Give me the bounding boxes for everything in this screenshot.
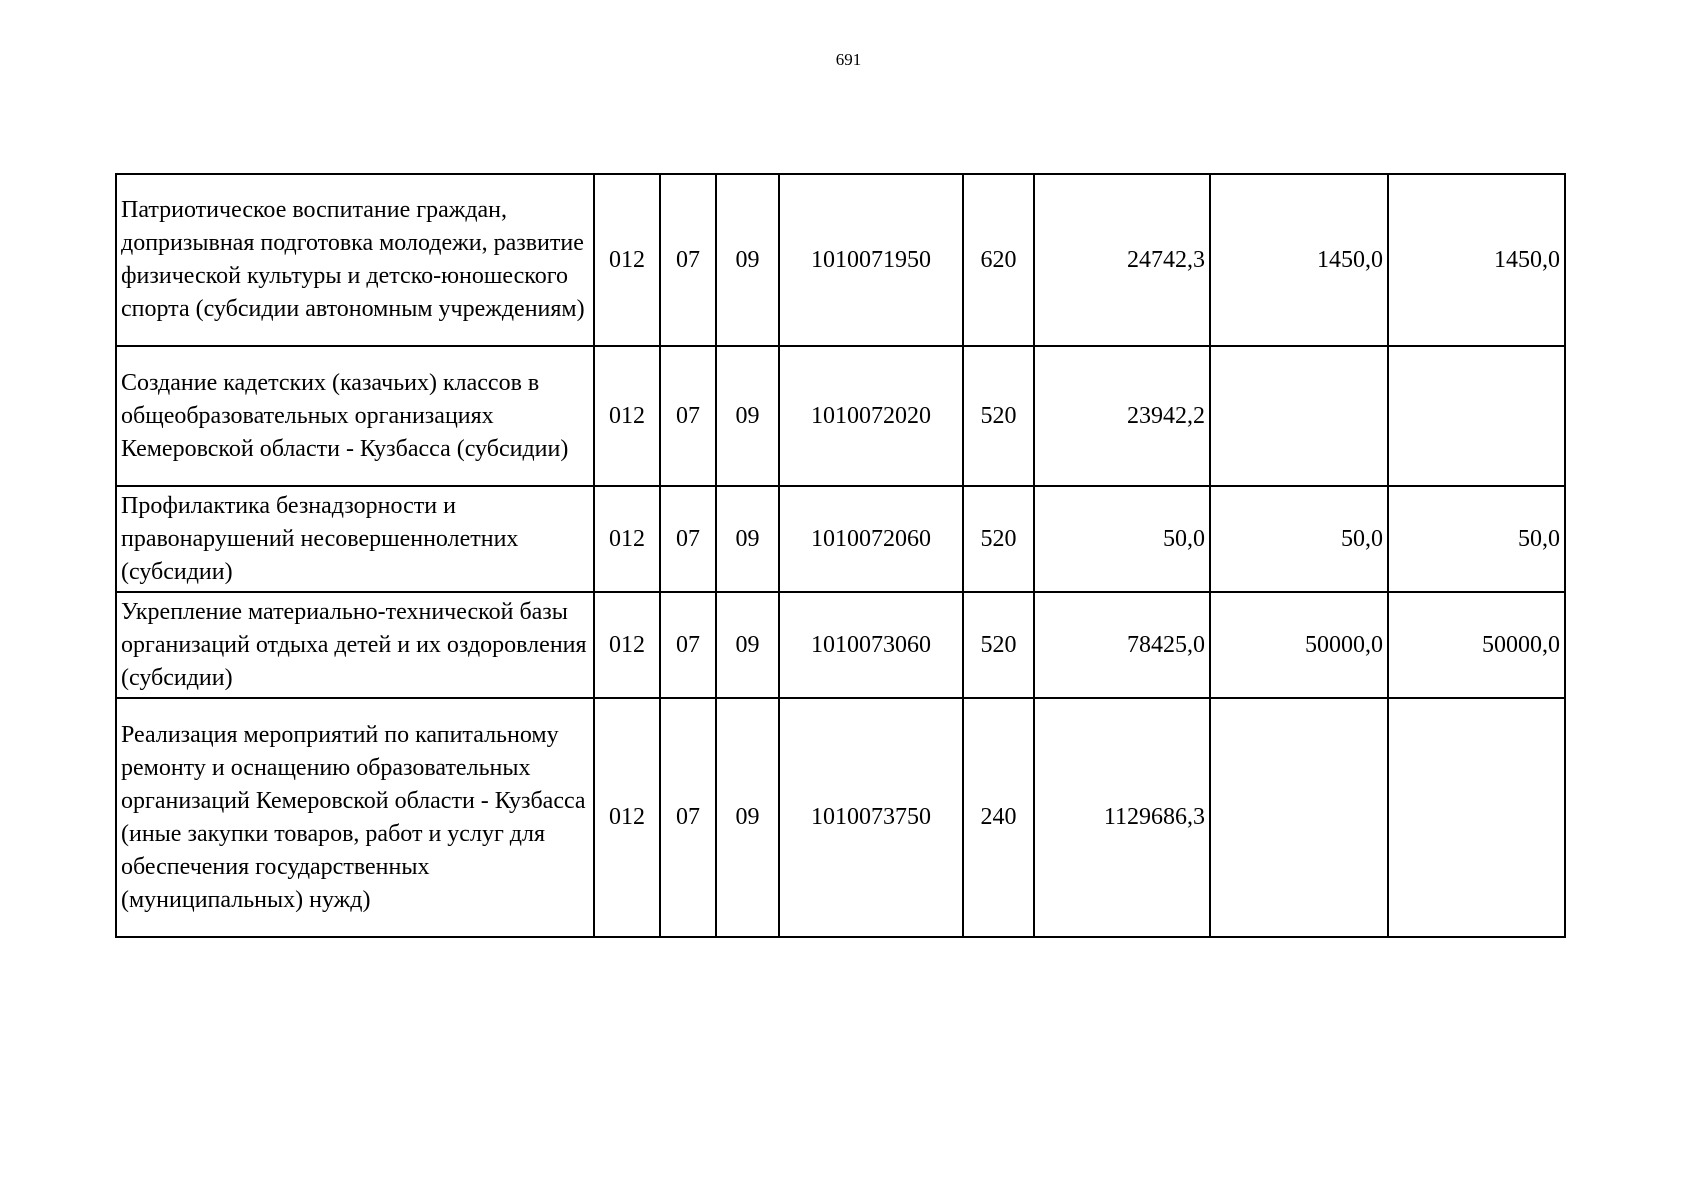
amount-year-1: 23942,2 — [1034, 346, 1210, 486]
budget-table — [115, 173, 1566, 938]
amount-year-2 — [1210, 698, 1388, 937]
amount-year-3: 50,0 — [1388, 486, 1565, 592]
target-article-code: 1010072060 — [779, 486, 963, 592]
amount-year-1: 78425,0 — [1034, 592, 1210, 698]
amount-year-1: 50,0 — [1034, 486, 1210, 592]
section-code: 07 — [660, 486, 716, 592]
amount-year-3: 50000,0 — [1388, 592, 1565, 698]
expense-type-code: 520 — [963, 486, 1034, 592]
table-row — [116, 174, 1565, 346]
section-code: 07 — [660, 698, 716, 937]
amount-year-3: 1450,0 — [1388, 174, 1565, 346]
subsection-code: 09 — [716, 346, 779, 486]
row-description: Укрепление материально-технической базы организаций отдыха детей и их оздоровления (субсидии) — [116, 592, 594, 698]
expense-type-code: 520 — [963, 592, 1034, 698]
row-description: Реализация мероприятий по капитальному ремонту и оснащению образовательных организаций Кемеровской области - Кузбасса (иные закупки товаров, работ и услуг для обеспечения государственных (муниципальных) нужд) — [116, 698, 594, 937]
row-description: Профилактика безнадзорности и правонарушений несовершеннолетних (субсидии) — [116, 486, 594, 592]
target-article-code: 1010073750 — [779, 698, 963, 937]
row-description: Патриотическое воспитание граждан, допризывная подготовка молодежи, развитие физической культуры и детско-юношеского спорта (субсидии автономным учреждениям) — [116, 174, 594, 346]
expense-type-code: 520 — [963, 346, 1034, 486]
ministry-code: 012 — [594, 346, 660, 486]
expense-type-code: 620 — [963, 174, 1034, 346]
amount-year-2: 50,0 — [1210, 486, 1388, 592]
expense-type-code: 240 — [963, 698, 1034, 937]
table-row — [116, 698, 1565, 937]
row-description: Создание кадетских (казачьих) классов в общеобразовательных организациях Кемеровской области - Кузбасса (субсидии) — [116, 346, 594, 486]
ministry-code: 012 — [594, 592, 660, 698]
amount-year-2: 1450,0 — [1210, 174, 1388, 346]
amount-year-1: 24742,3 — [1034, 174, 1210, 346]
section-code: 07 — [660, 346, 716, 486]
table-row — [116, 592, 1565, 698]
ministry-code: 012 — [594, 174, 660, 346]
target-article-code: 1010072020 — [779, 346, 963, 486]
ministry-code: 012 — [594, 486, 660, 592]
target-article-code: 1010073060 — [779, 592, 963, 698]
amount-year-1: 1129686,3 — [1034, 698, 1210, 937]
ministry-code: 012 — [594, 698, 660, 937]
subsection-code: 09 — [716, 698, 779, 937]
subsection-code: 09 — [716, 486, 779, 592]
table-row — [116, 346, 1565, 486]
target-article-code: 1010071950 — [779, 174, 963, 346]
page-number: 691 — [835, 50, 862, 69]
subsection-code: 09 — [716, 174, 779, 346]
section-code: 07 — [660, 592, 716, 698]
amount-year-2: 50000,0 — [1210, 592, 1388, 698]
amount-year-3 — [1388, 698, 1565, 937]
amount-year-3 — [1388, 346, 1565, 486]
amount-year-2 — [1210, 346, 1388, 486]
table-row — [116, 486, 1565, 592]
section-code: 07 — [660, 174, 716, 346]
subsection-code: 09 — [716, 592, 779, 698]
